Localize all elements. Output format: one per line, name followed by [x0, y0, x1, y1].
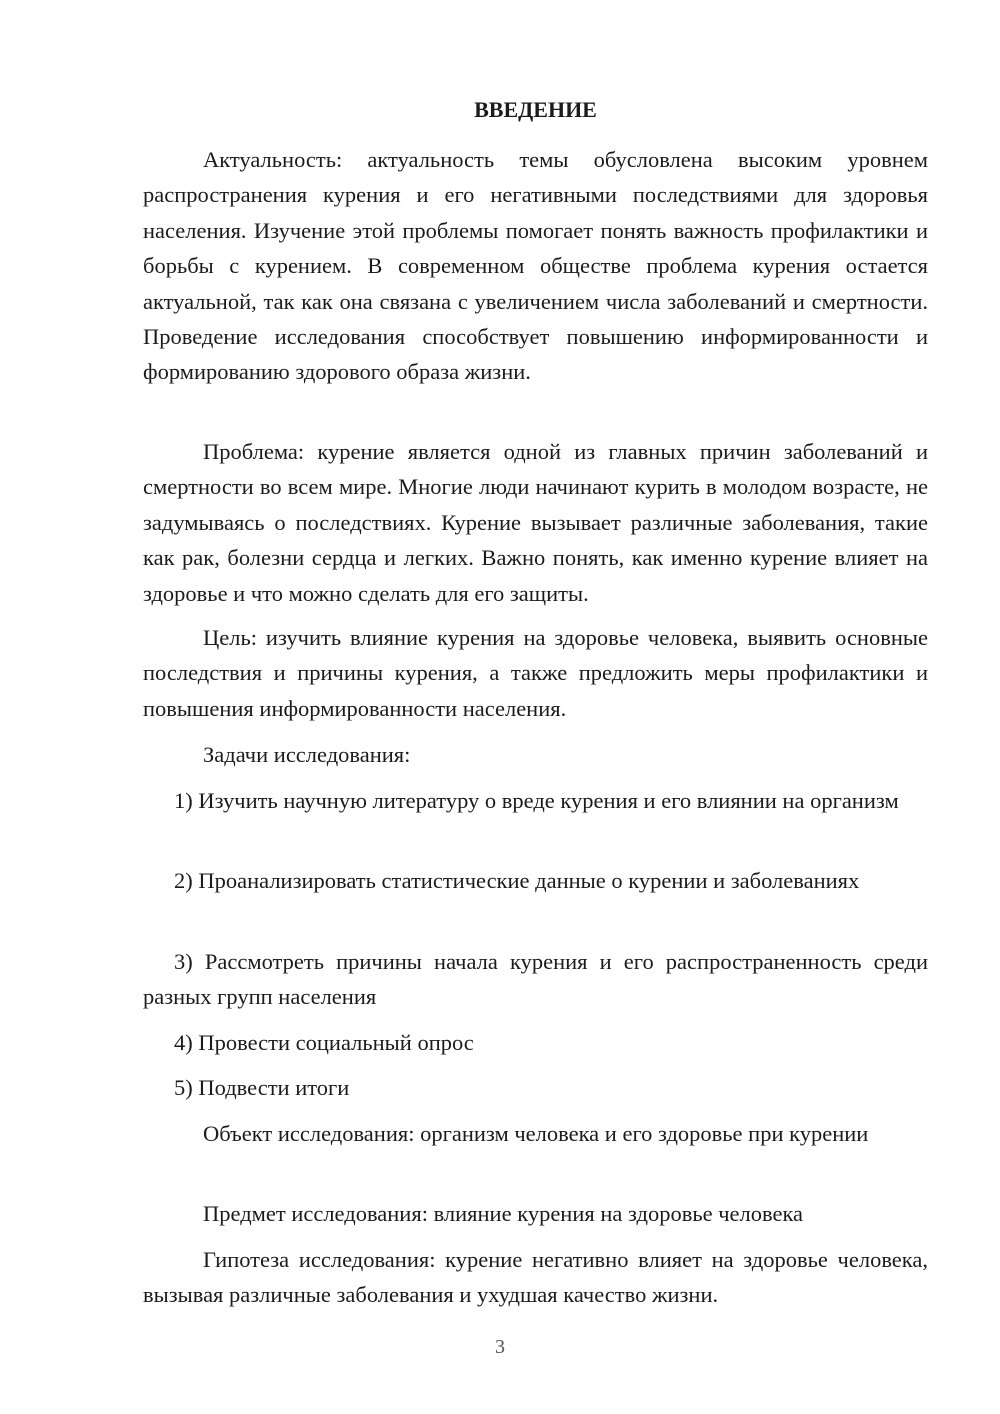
task-item-4: 4) Провести социальный опрос: [174, 1030, 474, 1055]
goal-paragraph: Цель: изучить влияние курения на здоровье человека, выявить основные последствия и причины курения, а также предложить меры профилактики и повышения информированности населения.: [143, 625, 928, 721]
object-paragraph: Объект исследования: организм человека и его здоровье при курении: [203, 1121, 869, 1146]
task-item-5: 5) Подвести итоги: [174, 1075, 350, 1100]
task-item-3: 3) Рассмотреть причины начала курения и его распространенность среди разных групп населения: [143, 949, 928, 1010]
page-number: 3: [495, 1336, 505, 1358]
section-title: ВВЕДЕНИЕ: [474, 97, 597, 122]
tasks-heading: Задачи исследования:: [203, 742, 411, 767]
relevance-paragraph: Актуальность: актуальность темы обусловлена высоким уровнем распространения курения и его негативными последствиями для здоровья населения. Изучение этой проблемы помогает понять важность профилактики и борьбы с курением. В современном обществе проблема курения остается актуальной, так как она связана с увеличением числа заболеваний и смертности. Проведение исследования способствует повышению информированности и формированию здорового образа жизни.: [143, 147, 928, 385]
subject-paragraph: Предмет исследования: влияние курения на здоровье человека: [203, 1201, 804, 1226]
task-item-1: 1) Изучить научную литературу о вреде курения и его влиянии на организм: [174, 788, 899, 813]
task-item-2: 2) Проанализировать статистические данные о курении и заболеваниях: [174, 868, 860, 893]
problem-paragraph: Проблема: курение является одной из главных причин заболеваний и смертности во всем мире. Многие люди начинают курить в молодом возрасте, не задумываясь о последствиях. Курение вызывает различные заболевания, такие как рак, болезни сердца и легких. Важно понять, как именно курение влияет на здоровье и что можно сделать для его защиты.: [143, 439, 928, 606]
hypothesis-paragraph: Гипотеза исследования: курение негативно влияет на здоровье человека, вызывая различные заболевания и ухудшая качество жизни.: [143, 1247, 928, 1308]
